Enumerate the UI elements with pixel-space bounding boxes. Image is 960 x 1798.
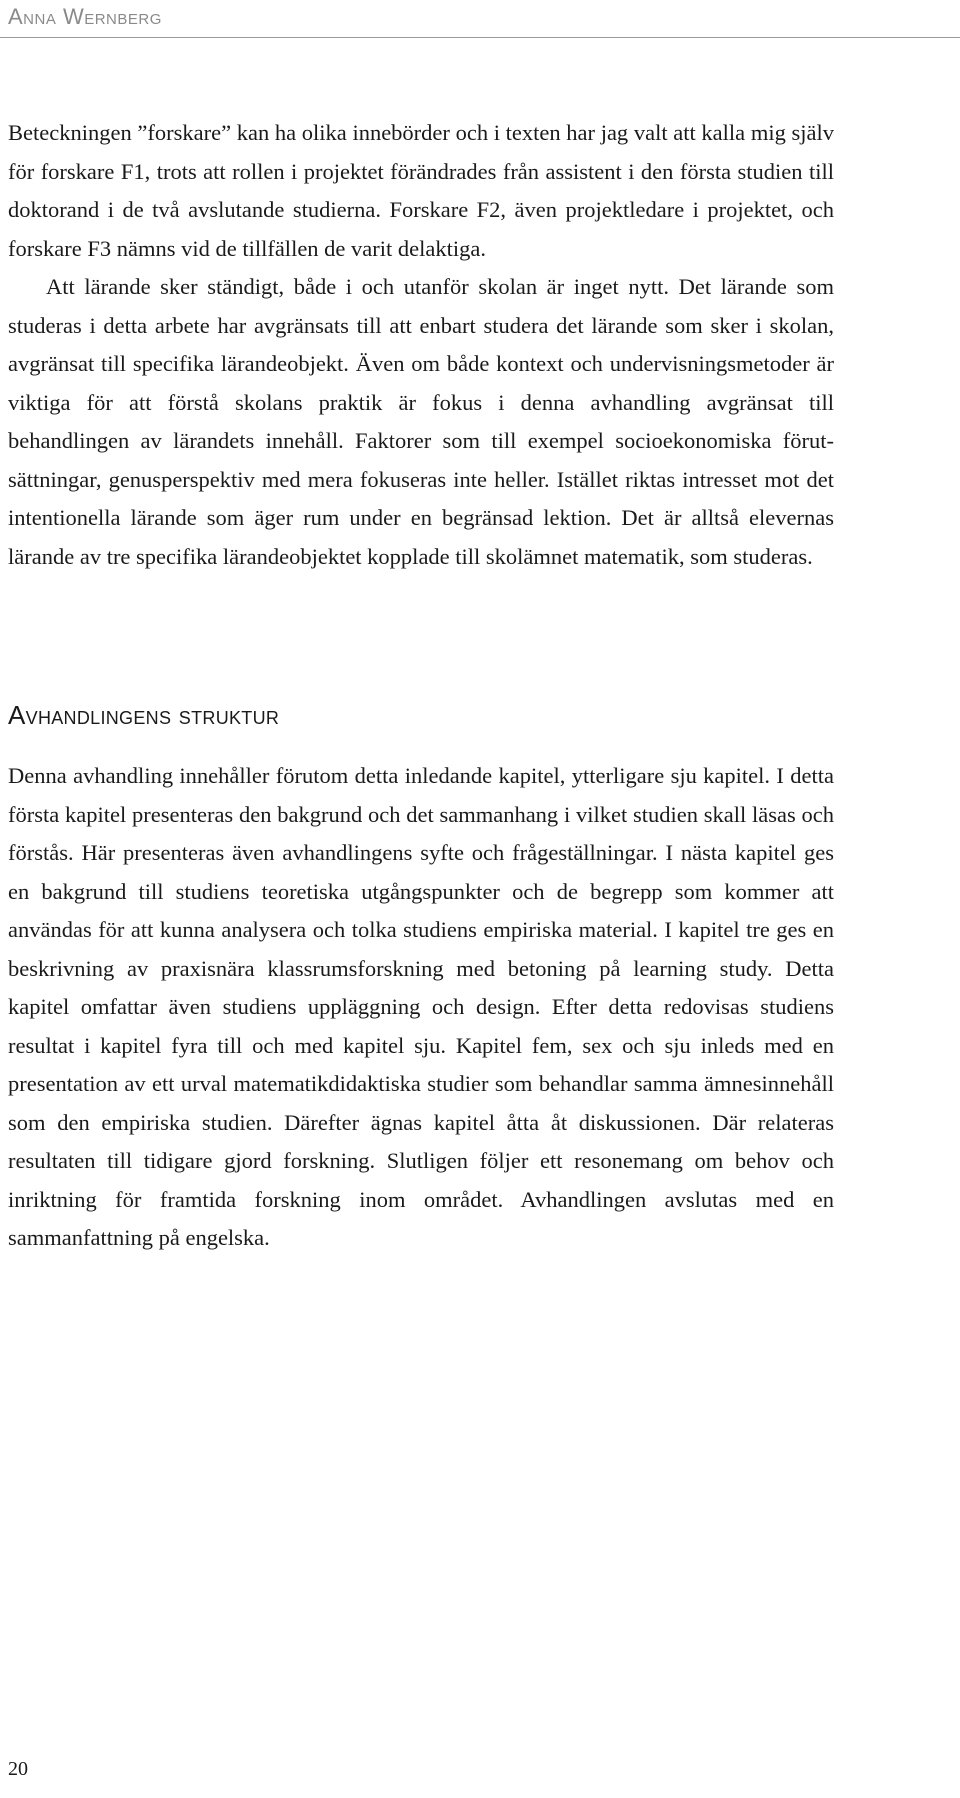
- paragraph: Att lärande sker ständigt, både i och utanför skolan är inget nytt. Det lärande som studeras i detta arbete har avgränsats till att enbart studera det lärande som sker i skolan, avgränsat till specifika lärandeobjekt. Även om både kontext och undervisningsmetoder är viktiga för att förstå skolans praktik är fokus i denna avhandling avgränsat till behandlingen av lärandets innehåll. Faktorer som till exempel socioekonomiska förutsättningar, genusperspektiv med mera fokuseras inte heller. Istället riktas intresset mot det intentionella lärande som äger rum under en begränsad lektion. Det är alltså elevernas lärande av tre specifika lärandeobjektet kopplade till skolämnet matematik, som studeras.: [8, 274, 834, 569]
- body-text-top: [8, 114, 834, 576]
- running-head: Anna Wernberg: [8, 4, 162, 29]
- paragraph: Denna avhandling innehåller förutom detta inledande kapitel, ytterligare sju kapitel. I detta första kapitel presenteras den bakgrund och det sammanhang i vilket studien skall läsas och förstås. Här presenteras även avhandlingens syfte och frågeställningar. I nästa kapitel ges en bakgrund till studiens teoretiska utgångspunkter och de begrepp som kommer att användas för att kunna analysera och tolka studiens empiriska material. I kapitel tre ges en beskrivning av praxisnära klassrumsforskning med betoning på learning study. Detta kapitel omfattar även studiens uppläggning och design. Efter detta redovisas studiens resultat i kapitel fyra till och med kapitel sju. Kapitel fem, sex och sju inleds med en presentation av ett urval matematikdidaktiska studier som behandlar samma ämnesinnehåll som den empiriska studien. Därefter ägnas kapitel åtta åt diskussionen. Där relateras resultaten till tidigare gjord forskning. Slutligen följer ett resonemang om behov och inriktning för framtida forskning inom området. Avhandlingen avslutas med en sammanfattning på engelska.: [8, 763, 834, 1250]
- section-heading: Avhandlingens struktur: [8, 700, 280, 730]
- page-number: 20: [8, 1758, 28, 1780]
- header-rule: [0, 37, 960, 38]
- body-text-bottom: [8, 757, 834, 1258]
- paragraph: Beteckningen ”forskare” kan ha olika innebörder och i texten har jag valt att kalla mig själv för forskare F1, trots att rollen i projektet förändrades från assistent i den första studien till doktorand i de två avslutande studierna. Forskare F2, även projektledare i projektet, och forskare F3 nämns vid de tillfällen de varit delaktiga.: [8, 120, 834, 261]
